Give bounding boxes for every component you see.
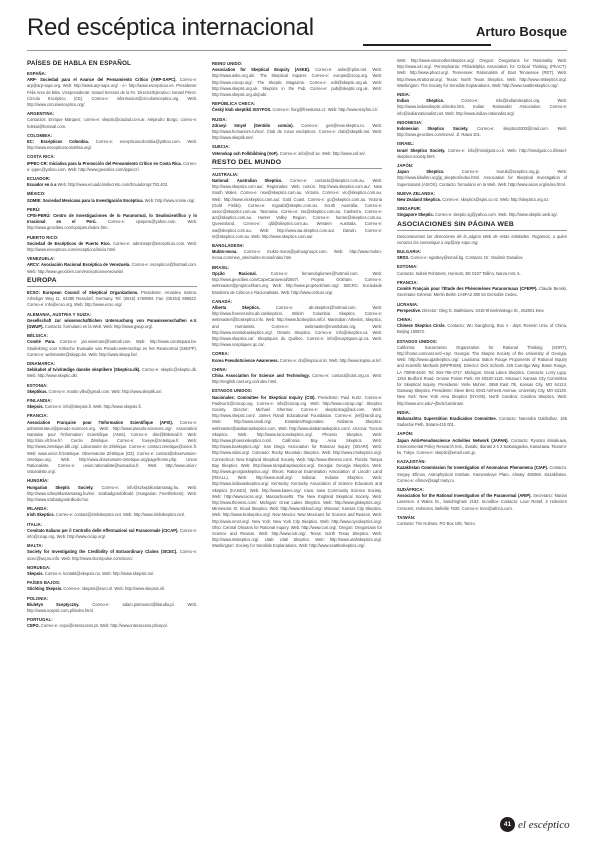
organization-name: China Association for Science and Technology. — [212, 372, 310, 378]
country-heading: NORUEGA: — [27, 564, 51, 570]
directory-entry — [27, 389, 197, 395]
organization-name: Biuletyn Sceptyczny. — [27, 601, 80, 607]
directory-entry — [27, 420, 197, 476]
directory-entry — [27, 213, 197, 232]
entry-details: Correo-e: fernandoglumen@hotmail.com. Web: http://www.geocities.com/CapeCanaveral/2567/. Projeto Ockham. Correo-e: webmaster@projetockham.org. Web: http://www.projetockham.org/. SBCRC: Sociedade Brasileira de Céticos e Racionalistas. Web: http://www.ceticos.org/. — [212, 270, 382, 295]
country-heading: MÉXICO: — [27, 191, 46, 197]
organization-name: Skepsis. — [27, 571, 44, 577]
country-heading: INDIA: — [397, 409, 411, 415]
organization-name: Comité Français pour l'Étude des Phénomènes Paranormaux (CFEPP). — [397, 286, 538, 292]
directory-entry — [27, 290, 197, 309]
country-heading: DINAMARCA: — [27, 360, 56, 366]
directory-entry — [212, 107, 382, 113]
country-heading: FINLANDIA: — [27, 397, 52, 403]
country-heading: COSTA RICA: — [27, 154, 56, 160]
directory-entry — [397, 234, 567, 246]
directory-entry — [27, 549, 197, 561]
entry-details: Desconocemos las direcciones de la página Web de estas entidades. Rogamos, a quien conozca las comunique a arp@arp-sapc.org. — [397, 233, 567, 245]
organization-name: Association for Skeptical Enquiry (ASKE). — [212, 67, 310, 73]
organization-name: Kazakhstan Commission for Investigation of Anomalous Phenomena (CIAP). — [397, 465, 549, 471]
organization-name: Mukto-mona. — [212, 249, 238, 255]
country-heading: SUECIA: — [212, 144, 230, 150]
page-header — [27, 14, 567, 48]
entry-details: Correo-e: skeptic@skeptic.dk. Web: http://www.skeptic.dk/. — [27, 367, 197, 379]
directory-entry — [27, 339, 197, 358]
entry-details: Correo-e: kontakt@skepsis.no. Web: http://www.skepsis.no/. — [43, 571, 155, 577]
country-heading: ECUADOR: — [27, 176, 51, 182]
organization-name: Irish Skeptics. — [27, 512, 55, 518]
directory-entry — [27, 161, 197, 173]
entry-details: Correo-e: cepo@interaccess.pt. Web: http://www.interaccess.pt/cepo/. — [39, 623, 169, 629]
entry-details: Correo-e: info@cicap.org. Web: http://www.cicap.org/. — [27, 527, 197, 539]
country-heading: ESTONIA: — [397, 264, 418, 270]
organization-name: Japan Skeptics. — [397, 169, 445, 175]
entry-details: Correo-e: jan.wiseman@hotmail.com. Web: http://www.comitepara.be. Studiekring voor Kritische Evaluatie van Pseudo-wetenschap en het Paranormal (SKEPP). Correo-e: webmaster@skepp.be. Web: http://www.skepp.be/. — [27, 339, 197, 357]
country-heading: CHINA: — [397, 316, 413, 322]
section-heading: ASOCIACIONES SIN PÁGINA WEB — [397, 221, 567, 231]
organization-name: Singapore Skeptic. — [397, 212, 434, 218]
organization-name: Korea PseudoScience Awareness. — [212, 357, 279, 363]
country-heading: PORTUGAL: — [27, 617, 53, 623]
organization-name: CPSI-PERÚ: Centro de Investigaciones de lo Paranormal, lo Seudocientífico y lo Irracional en el Perú. — [27, 213, 197, 225]
country-heading: FRANCIA: — [27, 413, 49, 419]
country-heading: POLONIA: — [27, 595, 49, 601]
directory-entry — [397, 416, 567, 428]
entry-details: Presidente: Amardeo Sarma. Arheilger Weg 11, 64380 Rossdorf, Germany. Tel: (0615) 4760894. Fax: (06154) 695022. Correo-e: info@ecso.org. Web: http://www.ecso.org/. — [27, 289, 197, 308]
entry-details: Web: http://www.ecuadorindiscreto.com/Ecuadoropc7b2.402. — [56, 182, 169, 188]
entry-details: Correo-e: contact@cast.org.cn. Web: http://english.cast.org.cn/index.html. — [212, 372, 382, 385]
entry-details: Correo-e: info@vof.se. Web: http://www.vof.se/. — [278, 150, 366, 156]
organization-name: Comitato Italiano per il Controllo delle Affermazioni sul Paranormale (CICAP). — [27, 527, 179, 533]
country-heading: PUERTO RICO: — [27, 234, 59, 240]
country-heading: BULGARIA: — [397, 249, 422, 255]
organization-name: Alberta Skeptics. — [212, 304, 260, 310]
organization-name: Maharashtra Superstition Eradication Committee. — [397, 415, 497, 421]
directory-entry — [212, 67, 382, 98]
organization-name: Gesellschaft zur wissenschaftlichen Untersuchung von Parawissenschaften e.V. (GWUP). — [27, 317, 197, 329]
directory-entry — [212, 373, 382, 385]
columns — [27, 58, 567, 813]
organization-name: Nacionales: Committee for Skeptical Inquiry (CSI). — [212, 394, 316, 400]
entry-details: Correo-e: escepticoscolombia@yahoo.com. Web: http://www.escepticoscolombia.org/. — [27, 139, 197, 151]
directory-entry — [397, 308, 567, 314]
organization-name: New Zealand Skeptics. — [397, 197, 442, 203]
entry-details: Contacto: Ryotaro Minakuwa, Environmental Policy Research Inst., Ibaraki, Ibaraki 2-1 2 Sakuragaoka, Kanazawa, Tsurumi-ku, Tokyo. Correo-e: skeptic@email.com.jp. — [397, 437, 567, 455]
country-heading: AUSTRALIA: — [212, 171, 239, 177]
page-number: 41 — [500, 817, 515, 832]
organization-name: Zdravyi Smysl (Sentido común). — [212, 122, 294, 128]
entry-details: Correo-e: sicec@wq.nu.info. Web: http://www.stormpulse.com/sicec/. — [27, 549, 197, 561]
directory-entry — [27, 117, 197, 129]
section-heading: RESTO DEL MUNDO — [212, 159, 382, 169]
entry-details: Correo-e: arp@arp-sapc.org. Web: http://www.arp-sapc.org/ - e-: http://www.escepticos.es. Presidente: Félix Ares de Blas. Vicepresidente: Ismael Serrano de la Fe. Director/Ejecutivo: Ismael Pérez. Círculo Escéptico (CE). Correo-e: informacion@circuloesceptico.org. Web: http://www.circuloesceptico.org/. — [27, 77, 197, 108]
directory-entry — [27, 528, 197, 540]
country-heading: REPÚBLICA CHECA: — [212, 101, 256, 107]
directory-entry — [397, 323, 567, 335]
organization-name: Skeptikus. — [27, 388, 48, 394]
directory-entry — [212, 178, 382, 240]
country-heading: ESTADOS UNIDOS: — [397, 338, 438, 344]
country-heading: SINGAPUR: — [397, 206, 422, 212]
directory-entry — [27, 318, 197, 330]
country-heading: ESTONIA: — [27, 382, 48, 388]
directory-entry — [397, 493, 567, 512]
country-heading: UCRANIA: — [397, 301, 419, 307]
title-rule — [363, 44, 491, 46]
directory-entry — [397, 271, 567, 277]
entry-details: Correo-e: skeptics2003@mail.com. Web: http://www.geocities.com/iness/. Jl. Rawa 101. — [397, 126, 567, 138]
entry-details: Contacto: Narendra Dabholkar, 155 Sadashiv Peth, Satara-415 001. — [397, 415, 567, 428]
country-heading: INDONESIA: — [397, 119, 423, 125]
entry-details: Correo-e: gen@new.skeptru.ru. Web: http://www.humanism.ru/rus/. Club de rusos escépticos. Correo-e: club@skeptik.net. Web: http://www.skeptik.net/. — [212, 122, 382, 141]
organization-name: Society for Investigating the Credibility of Extraordinary Claims (SICEC). — [27, 549, 178, 555]
country-heading: COREA: — [212, 351, 230, 357]
entry-details: Correo-e: administrateur@pseudo-sciences.org. Web: http://www.pseudo-sciences.org/. Association Nantaise pour l'Information Scientifique (ANIS). Correo-e: dire@littlemail.fr. Web: http://site.vlt.free.fr/. Cercle Zététique. Correo-e: foxeye@zetetique.fr. Web: http://www.zetetique.ldh.org/. Laboratoire de Zététique. Correo-e: contact.zetetique@unice.fr. Web: www.unice.fr/zetetique. Observatoire Zététique (OZ). Correo-e: contact@observatoire-zetetique.org. Web: http://www.observatoire-zetetique.org/page/home.php. Union Rationaliste. Correo-e: union.rationaliste@wanadoo.fr. Web: http://www.union-rationaliste.org/. — [27, 419, 197, 475]
directory-entry — [27, 571, 197, 577]
directory-entry — [27, 77, 197, 108]
entry-details: Contacto: formulario en la Web. Web: http://www.gwup.org/. — [43, 323, 154, 329]
country-heading: INDIA: — [397, 92, 411, 98]
directory-entry — [27, 198, 197, 204]
entry-details: Contacto: Wu Xianghong, Box 4 - dept. Renmin Univ. of China, Beijing 100872. — [397, 323, 567, 335]
directory-entry — [397, 169, 567, 188]
organization-name: Indian Skeptics. — [397, 98, 445, 104]
directory-entry — [397, 126, 567, 138]
directory-entry — [27, 512, 197, 518]
country-heading: REINO UNIDO: — [212, 61, 243, 66]
entry-details: Correo-e: contact@irishskeptics.net. Web: http://www.irishskeptics.net/. — [54, 512, 186, 518]
country-heading: TAIWÁN: — [397, 514, 416, 520]
organization-name: Chinese Skeptics Circle. — [397, 323, 446, 329]
directory-entry — [397, 148, 567, 160]
organization-name: Comité Para. — [27, 339, 56, 345]
country-heading: FRANCIA: — [397, 279, 419, 285]
country-heading: NUEVA ZELANDA: — [397, 190, 436, 196]
country-heading: JAPÓN: — [397, 431, 414, 437]
country-heading: ARGENTINA: — [27, 111, 55, 117]
section-heading: EUROPA — [27, 277, 197, 287]
directory-entry — [212, 395, 382, 550]
country-heading: CHINA: — [212, 366, 228, 372]
organization-name: Hungarian Skeptic Society. — [27, 484, 94, 490]
entry-details: Correo-e: skeptic.sg@yahoo.com. Web: http://www.skeptic.web.sg/. — [433, 212, 558, 218]
column-1 — [27, 58, 197, 813]
organization-name: Sociedad de Escépticos de Puerto Rico. — [27, 240, 111, 246]
country-heading: PAÍSES BAJOS: — [27, 580, 61, 586]
directory-entry — [27, 262, 197, 274]
country-heading: RUSIA: — [212, 116, 228, 122]
directory-entry — [27, 602, 197, 614]
country-heading: IRLANDA: — [27, 506, 49, 512]
country-heading: KAZAJISTÁN: — [397, 459, 427, 465]
column-2 — [212, 58, 382, 813]
entry-details: California: Sacramento Organization for Rational Thinking (SORT), http://home.comcast.net/~ray/. Georgia: The Skeptic Society of the University of Georgia. Web: http://www.ugaskeptics.org/. Louisiana: Baton Rouge Proponents of Rational Inquiry and Scientific Methods (BRPRISM). Director: Dick Schroth. 425 Carrolgo Way, Baton Rouge, LA 70808-4640. Tel: 504-766-4747. Michigan: Great Lakes Skeptics. Contacto: Lorry Lypp. 1254 Bedford Road, Grosse Pointe Park, MI 48230-1115. Missouri: Kansas City Committee for Skeptical Inquiry. Presidente: Verle Muhrer. 2658 East 7th, Kansas City, MO 64124. Gateway Skeptics. Presidente: Steve Best. 6943 Amherst Avenue, University City, MO 63130. New York: New York Area Skeptics (NYASk). North Carolina: Carolina Skeptics. Web: http://www.unc.edu/~jfleck/carolinas/. — [397, 344, 567, 406]
organization-name: EC: Escépticos Colombia. — [27, 139, 89, 145]
country-heading: ESTADOS UNIDOS: — [212, 388, 253, 394]
country-heading: ALEMANIA, AUSTRIA Y SUIZA: — [27, 311, 92, 317]
directory-entry — [27, 241, 197, 253]
header-divider — [27, 50, 567, 51]
organization-name: Japan Anti-Pseudoscience Activities Network (JAPAN). — [397, 437, 509, 443]
directory-entry — [397, 58, 567, 89]
organization-name: Israel Skeptics Society. — [397, 147, 446, 153]
directory-entry — [397, 255, 567, 261]
country-heading: SUDÁFRICA: — [397, 486, 425, 492]
directory-entry — [397, 465, 567, 484]
entry-details: Correo-e: aske@rpilot.net. Web: http://www.aske.org.uk/. The Skeptical Inquirer. Correo-e: europe@cicop.org. Web: http://www.csicop.org/. The Skeptic Magazine. Correo-e: edit@skeptic.org.uk. Web: http://www.skeptic.org.uk. Skeptics in the Pub. Correo-e: pub@skeptic.org.uk. Web: http://www.skeptic.org.uk/pub/. — [212, 67, 382, 98]
organization-name: Skepsis. — [27, 404, 44, 410]
directory-entry — [27, 182, 197, 188]
entry-details: Director: Oleg G. Bakhtiarov. 3419 Khmelnitskogo St., 252001 Kiev. — [421, 307, 545, 313]
directory-entry — [397, 98, 567, 117]
organization-name: SOMIE: Sociedad Mexicana para la Investigación Escéptica. — [27, 197, 144, 203]
organization-name: Perspective. — [397, 307, 422, 313]
country-heading: MALTA: — [27, 543, 44, 549]
directory-entry — [397, 521, 567, 527]
directory-entry — [212, 123, 382, 142]
organization-name: Český klub skeptiků SISYFOS. — [212, 107, 272, 113]
entry-details: Correo-e: info@skepsis.fi. Web: http://www.skepsis.fi. — [43, 404, 142, 410]
entry-details: Secretario: Marian Laserson. 4 Wales St., Sandringham 2192. Scoolbox Contacto: Leon Retief, 3 Hoheizen Crescent, Hoheizen, Bellville 7530. Correo-e: leon@iafrica.com. — [397, 493, 567, 511]
entry-details: Correo-e: egarbey@email.bg. Contacto: Dr. Vladimir Danailov. — [409, 255, 524, 261]
country-heading: ISRAEL: — [397, 141, 415, 147]
organization-name: IPPEC-CR: Iniciativa para la Promoción del Pensamiento Crítico en Costa Rica. — [27, 160, 182, 166]
directory-entry — [397, 345, 567, 407]
directory-entry — [397, 212, 567, 218]
country-heading: BANGLADESH: — [212, 243, 245, 249]
organization-name: Ecuador en ó a — [27, 182, 57, 188]
entry-details: Web: http://www.sincmotherskeptics.org/. Oregon: Oregonians for Rationality. Web: http://www.o4r.org/. Pennsylvania: Philadelphia Association for Critical Thinking (PhACT). Web: http://www.phact.org/. Tennessee: Rationalists of East Tennessee (RET). Web: http://www.etrational.org/. Texas: North Texas Skeptics. Web: http://www.ntskeptics.org/. Washington: The Society for Sensible Explanations. Web: http://www.seattleskeptics.org/. — [397, 58, 567, 88]
entry-details: Correo-e: tsuruki@sceptics.org.jp. Web: http://www.kikullen.org/jp_skeptics/index.html. Association for Skeptical Investigation of Supernatural (ASIOS). Contacto: formulario en la Web. Web: http://www.asios.org/index.html. — [397, 169, 567, 187]
organization-name: Indonesian Skeptics Society. — [397, 126, 469, 132]
entry-details: Correo-e: adam.pietrowicz@klaudia.pl. Web: http://www.sceptic.com.pl/index.html. — [27, 601, 197, 614]
entry-details: Correo-e: mukto-mona@yahoogroups.com. Web: http://www.mukto-mona.com/new_site/mukto-mona/index.htm. — [212, 249, 382, 261]
entry-details: Correo-e: martin.vills@gmail.com. Web: http://www.skeptik.us/. — [47, 388, 163, 394]
entry-details: Correo-e: escepticos@hotmail.com. Web: http://www.geocities.com/escepticosvenezuela/. — [27, 262, 197, 274]
organization-name: CEPO. — [27, 623, 40, 629]
directory-entry — [27, 586, 197, 592]
directory-entry — [212, 151, 382, 157]
country-heading: ESPAÑA: — [27, 71, 47, 76]
directory-entry — [397, 286, 567, 298]
page-title: Red escéptica internacional — [27, 14, 314, 41]
country-heading: COLOMBIA: — [27, 132, 53, 138]
magazine-logo: el escéptico — [518, 818, 570, 831]
country-heading: JAPÓN: — [397, 163, 414, 169]
entry-details: Correo-e: adminsepr@escepticos.com. Web: http://www.escepticos.com/escepticos/inicio.html. — [27, 240, 197, 253]
entry-details: Correo-e: skepsis@euro.nl. Web: http://www.skepsis.nl/. — [62, 586, 166, 592]
entry-details: Correo-e: skeptics@spis.co.nz. Web: http://skeptics.org.nz. — [441, 197, 550, 203]
organization-name: Opção Racional. — [212, 270, 257, 276]
country-heading: VENEZUELA: — [27, 256, 55, 262]
country-heading: PERÚ: — [27, 206, 41, 212]
entry-details: Claude Benski, Secrétaire Général, Merlin Berlin 1A9FA2 380 53 Grenoble Cedex. — [397, 286, 567, 298]
organization-name: Association for the Rational Investigation of the Paranormal (ARIP). — [397, 493, 532, 499]
section-heading: PAÍSES DE HABLA EN ESPAÑOL — [27, 60, 132, 67]
entry-details: Correo-e: info@szkeptikustarsasag.hu. Web: http://www.szkeptikustarsasag.hu/en/. Szabadgondolkodó (Hungarian Freethinkers). Web: http://www.szabadgondolkodo.hu/. — [27, 484, 197, 502]
directory-entry — [212, 249, 382, 261]
entry-details: Contacto: Indrek Rohtmets, Horisont, EE 0107 Tallinn, Narva mnt. 5. — [397, 270, 521, 276]
entry-details: Correo-e: ippec@yahoo.com. Web: http://www.geocities.com/ippeccr/. — [27, 160, 197, 172]
organization-name: ARP- Sociedad para el Avance del Pensamiento Crítico (ARP-SAPC). — [27, 77, 177, 83]
organization-name: Selskabet af tvivlrædige danske skeptikere (Skeptics.dk). — [27, 367, 141, 373]
directory-entry — [27, 139, 197, 151]
entry-details: Correo-e: info@mindgust.co.il. Web: http://mindgust.co.il/israel-skeptics-society.html. — [397, 147, 567, 159]
entry-details: Contacto: Sergey Efimov, Astrophysical Institute, Kamenskoye Plato. Almaty 480068. Kazakhstan. Correo-e: efimov@sapf.maty.ru. — [397, 465, 567, 483]
country-heading: BÉLGICA: — [27, 333, 49, 339]
entry-details: Correo-e: ab.skeptics@hotmail.com. Web: http://www.freenet.edm.ab.ca/skeptics/. British Columbia Skeptics. Correo-e: webmaster@bcskeptics.info. Web: http://www.bcskeptics.info/. Manitoban Atheists, Skeptics, and Humanists. Correo-e: webmaster@manitoban.org. Web: http://www.manitobaskeptics.org/. Ontario Skeptics. Correo-e: info@skeptics.ca. Web: http://www.skeptics.ca/. Skeptiques du Québec. Correo-e: info@sceptiques.qc.ca. Web: http://www.sceptiques.qc.ca/. — [212, 304, 382, 348]
directory-entry — [212, 271, 382, 296]
directory-entry — [27, 485, 197, 504]
directory-entry — [212, 305, 382, 348]
column-3 — [397, 58, 567, 813]
directory-entry — [397, 197, 567, 203]
footer — [500, 817, 570, 832]
entry-details: Correo-e: info@indianskeptics.org. Web: http://www.indianskeptic.in/index.htm. Indian Rationalist Association. Correo-e: info@indianrationalist.net. Web: http://www.indian-rationalist.org/. — [397, 98, 567, 116]
entry-details: Contactos: Enrique Márquez, correo-e: skeptic@ciudad.com.ar. Alejandro Borgo, correo-e: hokkai@hotmail.com. — [27, 117, 197, 129]
entry-details: Correo-e: cpsiperu@yahoo.com. Web: http://www.geocities.com/cpsiperu/index.htm. — [27, 219, 197, 231]
country-heading: BRASIL: — [212, 264, 230, 270]
directory-entry — [212, 358, 382, 364]
entry-details: Correo-e: fiorg@freeduma.cz. Web: http://www.sisyfos.cz/. — [271, 107, 379, 113]
entry-details: Correo-e: dn@kopsa.or.kr. Web: http://www.kopsa.or.kr/. — [278, 357, 382, 363]
author-name: Arturo Bosque — [476, 24, 567, 39]
directory-entry — [27, 404, 197, 410]
organization-name: Association Française pour l'Information Scientifique (AFIS). — [27, 419, 173, 425]
organization-name: Stichting Skepsis. — [27, 586, 63, 592]
organization-name: ECSO: European Council of Skeptical Organizations. — [27, 289, 139, 295]
entry-details: Web: http://www.somie.org/. — [143, 197, 196, 203]
country-heading: HUNGRÍA: — [27, 478, 49, 484]
organization-name: SRSS. — [397, 255, 410, 261]
entry-details: Contacto: Tim Holmes. PO Box 195, Tanzu. — [397, 521, 476, 526]
organization-name: Vetenskap och Folkbildning (VoF). — [212, 150, 279, 156]
directory-entry — [27, 623, 197, 629]
organization-name: National: Australian Skeptics. — [212, 178, 283, 184]
directory-entry — [397, 438, 567, 457]
entry-details: Presidente: Paul Kurtz. Correo-e: PaulKurtz@csicop.org. Correo-e: info@csicop.org. Web: http://www.csicop.org/. Skeptics Society. Director: Michael Shermer. Correo-e: skepticmag@aol.com. Web: http://www.skeptic.com/. James Randi Educational Foundation. Correo-e: jref@randi.org. Web: http://www.randi.org/. Estatales/Regionales: Alabama Skeptics: webmaster@alabamaskeptics.com. Web: http://www.alabamaskeptics.com/. Arizona: Tucson Skeptics. Web: http://www.tucsonskeptics.org/. Phoenix Skeptics. Web: http://www.phoenixskeptics.com/. California: Bay Area Skeptics. Web: http://www.baskeptics.org/. San Diego Association for Rational Inquiry (SDARI). Web: http://www.sdari.org/. Colorado: Rocky Mountain Skeptics. Web: http://www.rmskeptics.org/. Connecticut: New England Skeptical Society. Web: http://www.theness.com/. Florida: Tampa Bay Skeptics. Web: http://www.tampabayskeptics.org/. Georgia: Georgia Skeptics. Web: http://www.georgiaskeptics.org/. Illinois: Rational Examination Association of Lincoln Land (REALL). Web: http://www.reall.org/. Indiana: Indiana Skeptics. Web: http://www.indianaskeptics.org/. Kentucky: Kentucky Association of Science Educators and Skeptics (KASES). Web: http://www.kases.org/. Iowa: Iowa Community Science Society. Web: http://www.iacss.org/. Massachusetts: The New England Skeptical Society. Web: http://www.theness.com/. Michigan: Great Lakes Skeptics. Web: http://www.glskeptics.org/. Minnesota: St. Kloud Skeptics. Web: http://www.stkloud.org/. Missouri: Kansas City Skeptics. Web: http://www.kcskeptics.org/. New Mexico: New Mexicans for Science and Reason. Web: http://www.nmsr.org/. New York: New York City Skeptics. Web: http://www.nycskeptics.org/. Ohio: Central Ohioans for Rational Inquiry. Web: http://www.cori.org/. Oregon: Oregonians for Science and Reason. Web: http://www.o4r.org/. Texas: North Texas Skeptics. Web: http://www.ntskeptics.org/. Utah: Utah Skeptics. Web: http://www.utahskeptics.org/. Washington: Society for Sensible Explanations. Web: http://www.seattleskeptics.org/. — [212, 394, 382, 549]
directory-entry — [27, 367, 197, 379]
entry-details: Correo-e: contacto@skeptics.com.au. Web: http://www.skeptics.com.au/. Regionales: Web común: http://www.skeptics.com.au/. New South Wales. Correo-e: nsw@skeptics.com.au. Victoria. Correo-e: vic@skeptics.com.au. Web: http://www.vicskeptics.com.au/. Gold Coast. Correo-e: gc@skeptics.com.au. Victoria (Gold Fields). Correo-e: rngoald@skeptic.com.au. South Australia. Correo-e: sasec@skeptics.com.au. Tasmania. Correo-e: tas@skeptics.com.au. Canberra. Correo-e: act@skeptics.com.au. Hunter Valley Region. Correo-e: hunter@skeptics.com.au. Queensland. Correo-e: qld@skeptics.com.au. Western Australia. Correo-e: wa@skeptics.com.au. Web: http://www.wa.skeptics.com.au/. Darwin. Correo-e: nt@skeptics.com.au. Web: http://www.skeptics.com.au/. — [212, 178, 382, 239]
organization-name: ARCV: Asociación Racional Escéptica de Venezuela. — [27, 262, 131, 268]
country-heading: CANADÁ: — [212, 298, 233, 304]
country-heading: ITALIA: — [27, 521, 43, 527]
